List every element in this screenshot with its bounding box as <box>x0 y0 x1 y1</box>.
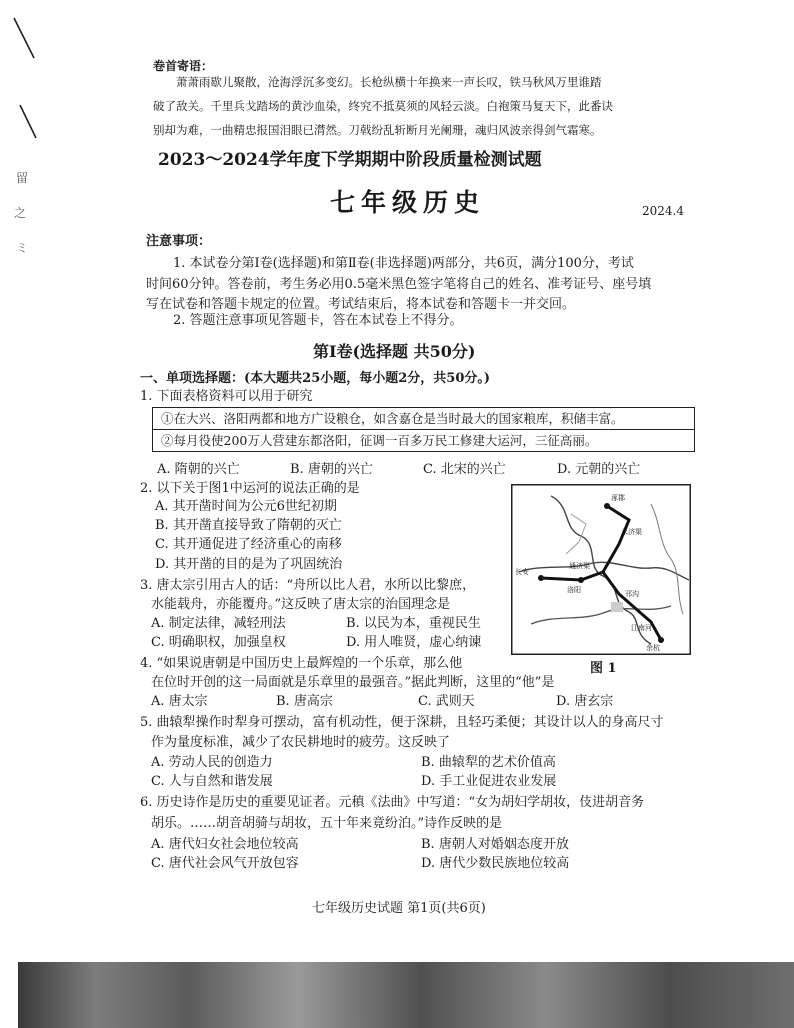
option: B. 曲辕犁的艺术价值高 <box>421 755 556 770</box>
page-footer: 七年级历史试题 第1页(共6页) <box>312 901 486 916</box>
preface-line: 萧萧雨歇儿聚散，沧海浮沉多变幻。长枪纵横十年换来一声长叹，铁马秋风万里谁踏 <box>176 75 602 89</box>
question-stem: 在位时开创的这一局面就是乐章里的最强音。”据此判断，这里的“他”是 <box>151 675 555 690</box>
map-label: 永济渠 <box>621 528 642 536</box>
subject-title: 七年级历史 <box>330 188 486 217</box>
notes-heading: 注意事项： <box>146 234 212 249</box>
notes-line: 时间60分钟。答卷前，考生务必用0.5毫米黑色签字笔将自己的姓名、准考证号、座号填 <box>146 277 652 292</box>
notes-line: 写在试卷和答题卡规定的位置。考试结束后，将本试卷和答题卡一并交回。 <box>146 297 576 312</box>
preface-line: 破了敌关。千里兵戈踏场的黄沙血染，终究不抵莫须的风轻云淡。白袍策马复天下，此番诀 <box>153 99 613 113</box>
option: A. 劳动人民的创造力 <box>151 755 273 770</box>
question-stem: 4. “如果说唐朝是中国历史上最辉煌的一个乐章，那么他 <box>140 656 463 671</box>
option: B. 以民为本，重视民生 <box>346 616 481 631</box>
scan-edge-lines <box>0 0 60 360</box>
option: A. 唐代妇女社会地位较高 <box>151 837 299 852</box>
option: D. 唐玄宗 <box>556 694 614 709</box>
map-label: 长安 <box>515 568 529 576</box>
map-point <box>538 575 544 581</box>
map-label: 洛阳 <box>567 586 581 594</box>
map-point <box>604 503 610 509</box>
preface-title: 卷首寄语： <box>153 59 214 73</box>
figure-caption: 图 1 <box>590 661 617 676</box>
question-stem: 5. 曲辕犁操作时犁身可摆动，富有机动性，便于深耕，且轻巧柔便；其设计以人的身高尺寸 <box>140 715 664 730</box>
option: B. 唐朝的兴亡 <box>290 462 373 477</box>
option: B. 唐高宗 <box>276 694 333 709</box>
option: A. 制定法律，减轻刑法 <box>151 616 286 631</box>
photo-background <box>18 962 794 1028</box>
option: D. 唐代少数民族地位较高 <box>421 856 570 871</box>
question-stem: 1. 下面表格资料可以用于研究 <box>140 389 313 404</box>
option: C. 明确职权，加强皇权 <box>151 635 286 650</box>
grand-canal-map <box>511 484 691 655</box>
option: C. 北宋的兴亡 <box>423 462 506 477</box>
notes-line: 2. 答题注意事项见答题卡，答在本试卷上不得分。 <box>173 313 463 328</box>
map-label: 通济渠 <box>569 562 590 570</box>
question-stem: 6. 历史诗作是历史的重要见证者。元稹《法曲》中写道：“女为胡妇学胡妆，伎进胡音务 <box>140 795 645 810</box>
map-point <box>658 637 664 643</box>
source-table <box>152 407 695 452</box>
question-stem: 水能载舟，亦能覆舟。”这反映了唐太宗的治国理念是 <box>151 597 451 612</box>
source-row: ②每月役使200万人营建东都洛阳，征调一百多万民工修建大运河，三征高丽。 <box>153 430 695 452</box>
exam-date: 2024.4 <box>642 204 684 218</box>
margin-mark: 之 <box>14 206 27 220</box>
option: C. 唐代社会风气开放包容 <box>151 856 299 871</box>
section-instruction: 一、单项选择题：(本大题共25小题，每小题2分，共50分。) <box>140 371 491 386</box>
option: B. 其开凿直接导致了隋朝的灭亡 <box>155 518 342 533</box>
option: A. 唐太宗 <box>151 694 208 709</box>
option: C. 人与自然和谐发展 <box>151 774 273 789</box>
option: D. 手工业促进农业发展 <box>421 774 557 789</box>
map-label: 余杭 <box>646 644 660 652</box>
question-stem: 胡乐。……胡音胡骑与胡妆，五十年来竟纷泊。”诗作反映的是 <box>151 816 503 831</box>
map-point <box>578 577 584 583</box>
option: A. 其开凿时间为公元6世纪初期 <box>155 499 337 514</box>
option: C. 武则天 <box>418 694 475 709</box>
question-stem: 3. 唐太宗引用古人的话：“舟所以比人君，水所以比黎庶， <box>140 578 476 593</box>
option: D. 其开凿的目的是为了巩固统治 <box>155 557 343 572</box>
preface-line: 别却为难，一曲精忠报国泪眼已潸然。刀戟纷乱斩断月光阑珊，魂归风波亲得剑气霜寒。 <box>153 123 602 137</box>
map-label: 涿郡 <box>611 494 625 502</box>
option: D. 元朝的兴亡 <box>557 462 641 477</box>
option: B. 唐朝人对婚姻态度开放 <box>421 837 569 852</box>
source-row: ①在大兴、洛阳两都和地方广设粮仓，如含嘉仓是当时最大的国家粮库，积储丰富。 <box>153 408 695 430</box>
option: A. 隋朝的兴亡 <box>157 462 240 477</box>
margin-mark: 留 <box>16 171 29 185</box>
map-label: 江南河 <box>631 624 652 632</box>
question-stem: 2. 以下关于图1中运河的说法正确的是 <box>140 481 360 496</box>
option: D. 用人唯贤，虚心纳谏 <box>346 635 482 650</box>
option: C. 其开通促进了经济重心的南移 <box>155 537 342 552</box>
question-stem: 作为量度标准，减少了农民耕地时的疲劳。这反映了 <box>151 735 451 750</box>
exam-title: 2023～2024学年度下学期期中阶段质量检测试题 <box>158 150 542 170</box>
map-label: 邗沟 <box>625 590 639 598</box>
notes-line: 1. 本试卷分第Ⅰ卷(选择题)和第Ⅱ卷(非选择题)两部分，共6页，满分100分，考试 <box>173 256 634 271</box>
section-title: 第Ⅰ卷(选择题 共50分) <box>313 342 476 361</box>
margin-mark: ミ <box>16 241 29 255</box>
